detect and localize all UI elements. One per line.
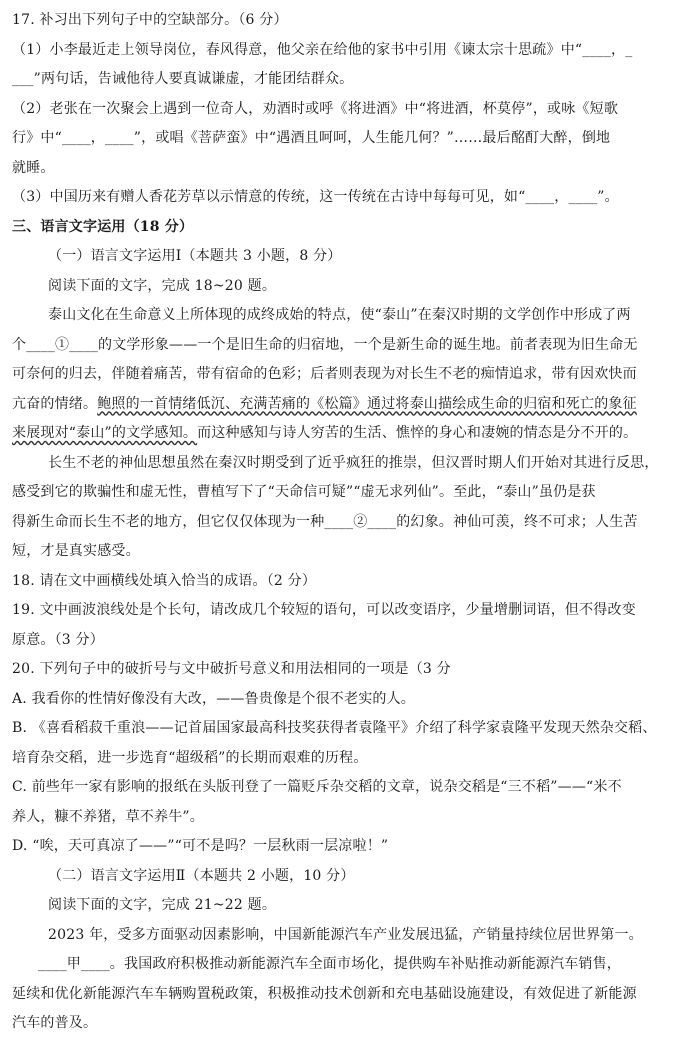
- subsection2-heading: （二）语言文字运用Ⅱ（本题共 2 小题，10 分）: [48, 867, 355, 884]
- q20-option-d: D. “唉，天可真凉了——”“可不是吗？一层秋雨一层凉啦！”: [12, 838, 389, 854]
- passage1-p2-line2: 感受到它的欺骗性和虚无性，曹植写下了“天命信可疑”“虚无求列仙”。至此，“泰山”虽仍是获: [12, 484, 596, 500]
- q20-option-b-line2: 培育杂交稻，进一步选育“超级稻”的长期而艰难的历程。: [12, 749, 368, 766]
- passage1-p1-line4-start: 亢奋的情绪。: [12, 395, 98, 412]
- q17-item2-line2: 行》中“____，____”，或唱《菩萨蛮》中“遇酒且呵呵，人生能几何？”……最后酩酊大醉，倒地: [12, 130, 611, 146]
- q19-line2: 原意。（3 分）: [12, 631, 104, 648]
- passage1-p1-line1: 泰山文化在生命意义上所体现的成终成始的特点，使“泰山”在秦汉时期的文学创作中形成了两: [48, 307, 631, 323]
- passage1-p1-line3: 可奈何的归去，伴随着痛苦，带有宿命的色彩；后者则表现为对长生不老的痴情追求，带有因欢快而: [12, 366, 637, 382]
- subsection1-heading: （一）语言文字运用Ⅰ（本题共 3 小题，8 分）: [48, 248, 342, 264]
- section3-heading: 三、语言文字运用（18 分）: [12, 218, 194, 235]
- passage2-line3: 延续和优化新能源汽车车辆购置税政策，积极推动技术创新和充电基础设施建设，有效促进了新能源: [12, 985, 637, 1002]
- passage1-p1-line5: [12, 419, 680, 449]
- q20-option-c-line2: 养人，糠不养猪，草不养牛”。: [12, 808, 204, 825]
- wavy-underlined-sentence-a: 鲍照的一首情绪低沉、充满苦痛的《松篇》通过将泰山描绘成生命的归宿和死亡的象征: [97, 395, 637, 412]
- passage1-p2-line1: 长生不老的神仙思想虽然在秦汉时期受到了近乎疯狂的推崇，但汉晋时期人们开始对其进行反思，: [48, 454, 659, 471]
- passage2-line4: 汽车的普及。: [12, 1015, 98, 1031]
- passage1-p1-line4: [12, 390, 680, 420]
- q19-line1: 19. 文中画波浪线处是个长句，请改成几个较短的语句，可以改变语序，少量增删词语，但不得改变: [12, 602, 636, 618]
- q17-title: 17. 补习出下列句子中的空缺部分。（6 分）: [12, 12, 288, 28]
- passage1-p1-line5-end: 而这种感知与诗人穷苦的生活、憔悴的身心和凄婉的情态是分不开的。: [197, 425, 638, 441]
- passage2-line2: ____甲____。我国政府积极推动新能源汽车全面市场化，提供购车补贴推动新能源汽车销售，: [38, 956, 621, 972]
- q17-item2-line1: （2）老张在一次聚会上遇到一位奇人，劝酒时或呼《将进酒》中“将进酒，杯莫停”，或咏《短歌: [12, 100, 619, 117]
- passage1-p2-line3: 得新生命而长生不老的地方，但它仅仅体现为一种____②____的幻象。神仙可羡，终不可求；人生苦: [12, 513, 638, 530]
- reading-instruction-2: 阅读下面的文字，完成 21~22 题。: [48, 897, 277, 913]
- q17-item1-line2: ___”两句话，告诫他待人要真诚谦虚，才能团结群众。: [12, 71, 354, 87]
- q20-option-a: A. 我看你的性情好像没有大改，——鲁贵像是个很不老实的人。: [12, 690, 416, 707]
- passage1-p2-line4: 短，才是真实感受。: [12, 543, 140, 559]
- passage2-line1: 2023 年，受多方面驱动因素影响，中国新能源汽车产业发展迅猛，产销量持续位居世界第一。: [48, 926, 643, 943]
- q20-stem: 20. 下列句子中的破折号与文中破折号意义和用法相同的一项是（3 分: [12, 661, 451, 677]
- reading-instruction-1: 阅读下面的文字，完成 18~20 题。: [48, 277, 277, 294]
- q17-item2-line3: 就睡。: [12, 159, 55, 176]
- q18-text: 18. 请在文中画横线处填入恰当的成语。（2 分）: [12, 572, 317, 589]
- q20-option-b-line1: B. 《喜看稻菽千重浪——记首届国家最高科技奖获得者袁隆平》介绍了科学家袁隆平发现天然杂交稻、: [12, 720, 657, 736]
- q17-item1-line1: （1）小李最近走上领导岗位，春风得意，他父亲在给他的家书中引用《谏太宗十思疏》中“____，_: [12, 41, 633, 58]
- wavy-underlined-sentence-b: 来展现对“泰山”的文学感知。: [12, 425, 198, 441]
- q20-option-c-line1: C. 前些年一家有影响的报纸在头版刊登了一篇贬斥杂交稻的文章，说杂交稻是“三不稻”——“米不: [12, 779, 622, 795]
- q17-item3-line1: （3）中国历来有赠人香花芳草以示情意的传统，这一传统在古诗中每每可见，如“____，____”。: [12, 189, 619, 205]
- passage1-p1-line2: 个____①____的文学形象——一个是旧生命的归宿地，一个是新生命的诞生地。前者表现为旧生命无: [12, 336, 638, 353]
